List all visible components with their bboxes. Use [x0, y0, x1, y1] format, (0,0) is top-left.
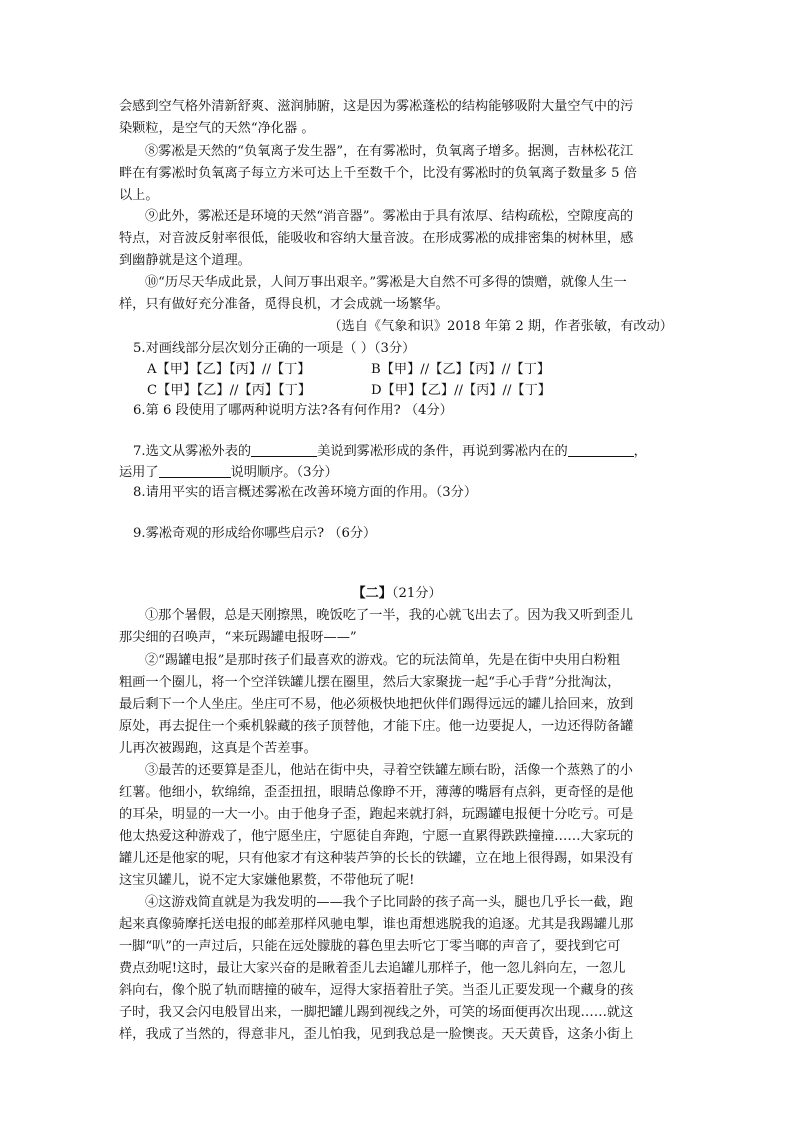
passage2-line: 的耳朵，明显的一大一小。由于他身子歪，跑起来就打斜，玩踢罐电报便十分吃亏。可是 — [119, 807, 634, 822]
question-7-text: 运用了 — [119, 465, 159, 480]
answer-blank[interactable] — [159, 463, 231, 478]
answer-blank[interactable] — [568, 442, 634, 457]
question-8: 8.请用平实的语言概述雾凇在改善环境方面的作用。（3分） — [133, 485, 478, 500]
passage2-line: 起来真像骑摩托送电报的邮差那样风驰电掣，谁也甭想逃脱我的追逐。尤其是我踢罐儿那 — [119, 917, 634, 932]
passage2-line: 儿再次被踢跑，这真是个苦差事。 — [119, 741, 317, 756]
passage2-line: 红薯。他细小，软绵绵，歪歪扭扭，眼睛总像睁不开，薄薄的嘴唇有点斜，更奇怪的是他 — [119, 785, 634, 800]
passage2-line: ④这游戏简直就是为我发明的——我个子比同龄的孩子高一头，腿也几乎长一截，跑 — [145, 895, 633, 910]
passage2-line: ②“踢罐电报”是那时孩子们最喜欢的游戏。它的玩法简单，先是在街中央用白粉粗 — [145, 653, 621, 668]
passage1-line: 特点，对音波反射率很低，能吸收和容纳大量音波。在形成雾凇的成排密集的树林里，感 — [119, 231, 634, 246]
passage2-line: 子时，我又会闪电般冒出来，一脚把罐儿踢到视线之外，可笑的场面便再次出现……就这 — [119, 1005, 634, 1020]
passage1-line: ⑨此外，雾凇还是环境的天然“消音器”。雾凇由于具有浓厚、结构疏松，空隙度高的 — [145, 209, 634, 224]
passage2-line: 最后剩下一个人坐庄。坐庄可不易，他必须极快地把伙伴们踢得远远的罐儿拾回来，放到 — [119, 697, 634, 712]
section-2-heading — [0, 583, 794, 605]
passage1-line: 以上。 — [119, 188, 159, 203]
passage2-line: 费点劲呢!这时，最让大家兴奋的是瞅着歪儿去追罐儿那样子，他一忽儿斜向左，一忽儿 — [119, 961, 626, 976]
question-5-options-row-2 — [147, 380, 667, 402]
question-7-text: 美说到雾凇形成的条件，再说到雾凇内在的 — [317, 444, 568, 459]
passage2-line: 一脚“叭”的一声过后，只能在远处朦胧的暮色里去听它丁零当啷的声音了，要找到它可 — [119, 939, 621, 954]
passage1-line: 会感到空气格外清新舒爽、滋润肺腑，这是因为雾凇蓬松的结构能够吸附大量空气中的污 — [119, 99, 634, 114]
question-7-text: ， — [633, 444, 647, 459]
passage1-source: （选自《气象和识》2018 年第 2 期，作者张敏，有改动） — [328, 319, 673, 334]
question-7-cont — [119, 462, 679, 484]
passage1-line: 样，只有做好充分准备，觅得良机，才会成就一场繁华。 — [119, 297, 449, 312]
passage1-line: ⑩“历尽天华成此景，人间万事出艰辛。”雾凇是大自然不可多得的馈赠，就像人生一 — [145, 275, 627, 290]
passage2-line: 样，我成了当然的，得意非凡，歪儿怕我，见到我总是一脸懊丧。天天黄昏，这条小街上 — [119, 1027, 634, 1042]
question-5-option-d: D【甲】【乙】//【丙】//【丁】 — [371, 383, 551, 398]
passage1-line: 染颗粒，是空气的天然“净化器 。 — [119, 121, 315, 136]
section-2-score: （21分） — [391, 586, 442, 601]
passage2-line: 罐儿还是他家的呢，只有他家才有这种装芦笋的长长的铁罐，立在地上很得踢，如果没有 — [119, 851, 634, 866]
question-5: 5.对画线部分层次划分正确的一项是（ ）（3分） — [133, 341, 416, 356]
passage2-line: 这宝贝罐儿，说不定大家嫌他累赘，不带他玩了呢! — [119, 873, 415, 888]
question-5-options-row-1 — [147, 359, 667, 381]
question-7-text: 7.选文从雾凇外表的 — [133, 444, 252, 459]
passage2-line: 原处，再去捉住一个乘机躲藏的孩子顶替他，才能下庄。他一边要捉人，一边还得防备罐 — [119, 719, 634, 734]
answer-blank[interactable] — [251, 442, 317, 457]
question-5-option-a: A【甲】【乙】【丙】//【丁】 — [147, 362, 311, 377]
passage2-line: 他太热爱这种游戏了，他宁愿坐庄，宁愿徒自奔跑，宁愿一直累得跌跌撞撞……大家玩的 — [119, 829, 634, 844]
passage2-line: 那尖细的召唤声，“来玩踢罐电报呀——” — [119, 630, 357, 645]
question-9: 9.雾凇奇观的形成给你哪些启示? （6分） — [133, 526, 377, 541]
passage1-line: 到幽静就是这个道理。 — [119, 253, 251, 268]
question-7 — [133, 441, 693, 463]
passage2-line: ①那个暑假，总是天刚擦黑，晚饭吃了一半，我的心就飞出去了。因为我又听到歪儿 — [145, 608, 633, 623]
passage1-line: 畔在有雾凇时负氧离子每立方米可达上千至数千个，比没有雾凇时的负氧离子数量多 5 倍 — [119, 166, 637, 181]
passage2-line: 粗画一个圈儿，将一个空洋铁罐儿摆在圈里，然后大家聚拢一起“手心手背”分批淘汰， — [119, 675, 621, 690]
question-5-option-c: C【甲】【乙】//【丙】【丁】 — [147, 383, 312, 398]
passage1-line: ⑧雾凇是天然的“负氧离子发生器”，在有雾凇时，负氧离子增多。据测，吉林松花江 — [145, 144, 634, 159]
passage2-line: 斜向右，像个脱了轨而瞎撞的破车，逗得大家捂着肚子笑。当歪儿正要发现一个藏身的孩 — [119, 983, 634, 998]
passage2-line: ③最苦的还要算是歪儿，他站在街中央，寻着空铁罐左顾右盼，活像一个蒸熟了的小 — [145, 763, 633, 778]
section-2-bracket: 【二】 — [352, 586, 392, 601]
question-7-text: 说明顺序。（3分） — [230, 465, 338, 480]
question-5-option-b: B【甲】//【乙】【丙】//【丁】 — [371, 362, 551, 377]
question-6: 6.第 6 段使用了哪两种说明方法?各有何作用? （4分） — [133, 403, 453, 418]
